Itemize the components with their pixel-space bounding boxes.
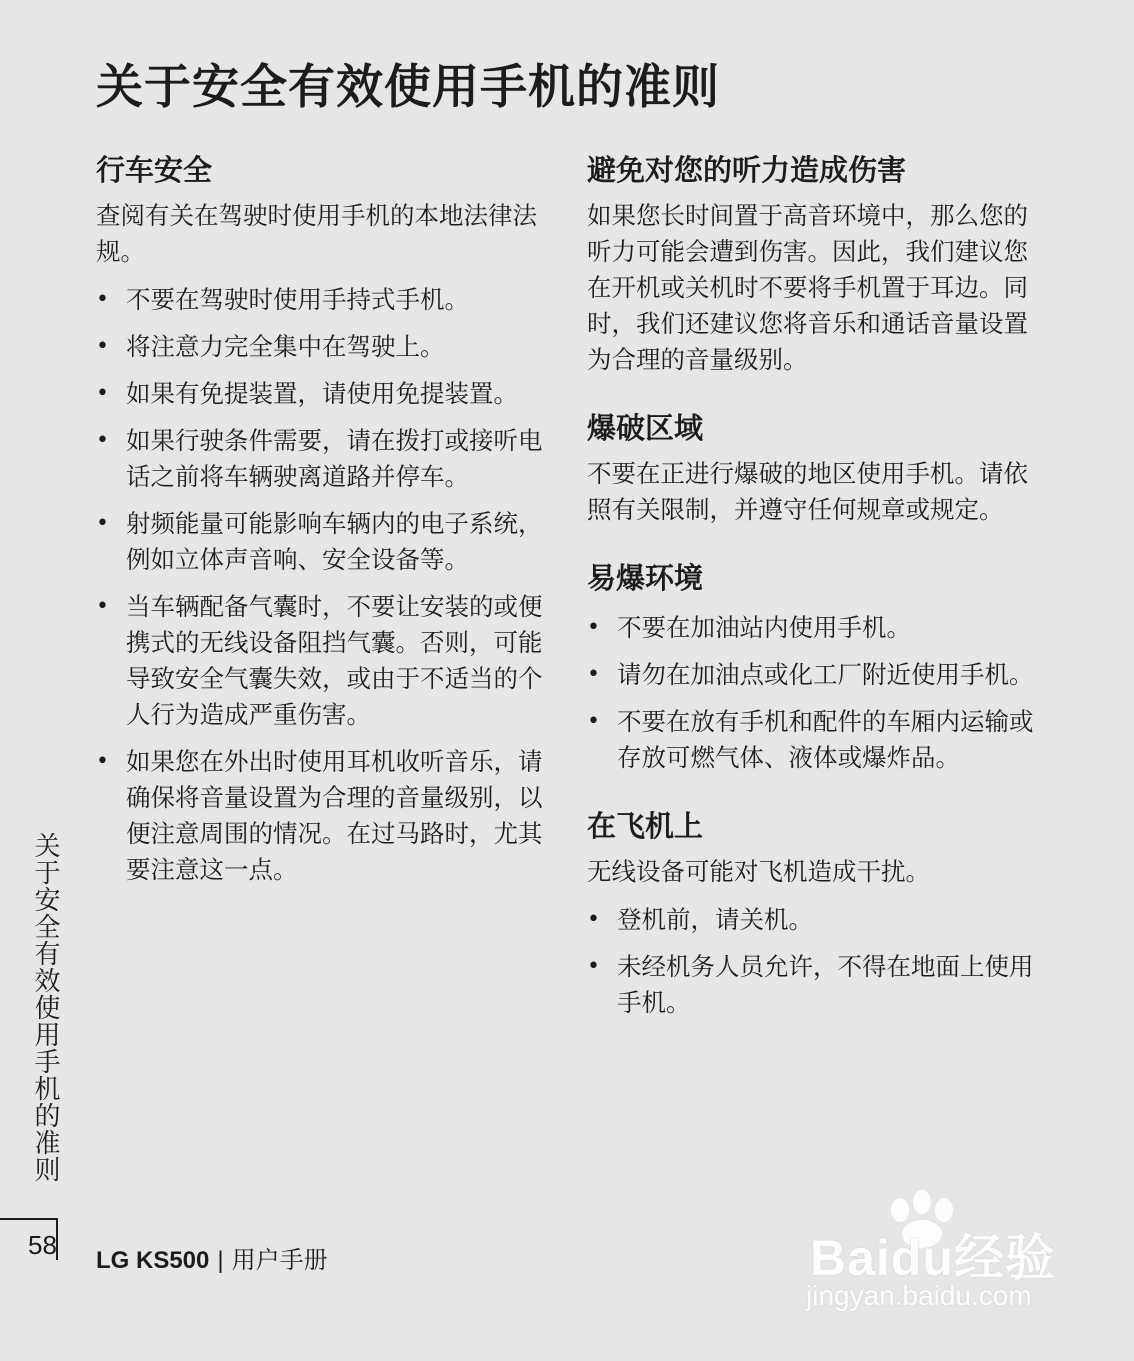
section-body-blasting: 不要在正进行爆破的地区使用手机。请依照有关限制，并遵守任何规章或规定。 <box>587 459 1028 524</box>
list-item: • 如果有免提装置，请使用免提装置。 <box>96 376 551 412</box>
bullet-list-explosive <box>587 610 1047 776</box>
list-item: • 将注意力完全集中在驾驶上。 <box>96 329 551 365</box>
page-title: 关于安全有效使用手机的准则 <box>96 60 720 115</box>
list-item: • 未经机务人员允许，不得在地面上使用手机。 <box>587 949 1047 1021</box>
bullet-list-driving <box>96 282 551 888</box>
section-aircraft <box>587 806 1047 1021</box>
section-body-hearing: 如果您长时间置于高音环境中，那么您的听力可能会遭到伤害。因此，我们建议您在开机或关机时不要将手机置于耳边。同时，我们还建议您将音乐和通话音量设置为合理的音量级别。 <box>587 201 1028 374</box>
footer <box>96 1240 328 1275</box>
section-title-explosive: 易爆环境 <box>587 561 704 595</box>
list-item: • 射频能量可能影响车辆内的电子系统，例如立体声音响、安全设备等。 <box>96 506 551 578</box>
list-item: • 不要在驾驶时使用手持式手机。 <box>96 282 551 318</box>
section-blasting <box>587 408 1047 528</box>
left-column <box>96 150 551 899</box>
list-item: • 登机前，请关机。 <box>587 902 1047 938</box>
rail-divider <box>0 1218 58 1220</box>
list-item: • 不要在放有手机和配件的车厢内运输或存放可燃气体、液体或爆炸品。 <box>587 704 1047 776</box>
bullet-list-aircraft <box>587 902 1047 1021</box>
side-rail-title: 关于安全有效使用手机的准则 <box>30 832 60 1183</box>
section-title-blasting: 爆破区域 <box>587 411 704 445</box>
list-item: • 不要在加油站内使用手机。 <box>587 610 1047 646</box>
section-title-hearing: 避免对您的听力造成伤害 <box>587 153 907 187</box>
section-hearing <box>587 150 1047 378</box>
list-item: • 当车辆配备气囊时，不要让安装的或便携式的无线设备阻挡气囊。否则，可能导致安全气囊失效，或由于不适当的个人行为造成严重伤害。 <box>96 589 551 733</box>
list-item: • 如果您在外出时使用耳机收听音乐，请确保将音量设置为合理的音量级别，以便注意周围的情况。在过马路时，尤其要注意这一点。 <box>96 744 551 888</box>
section-title-aircraft: 在飞机上 <box>587 809 704 843</box>
list-item: • 请勿在加油点或化工厂附近使用手机。 <box>587 657 1047 693</box>
right-column <box>587 150 1047 1051</box>
footer-manual: 用户手册 <box>231 1247 328 1274</box>
section-intro-aircraft: 无线设备可能对飞机造成干扰。 <box>587 857 930 886</box>
footer-separator: | <box>217 1247 224 1274</box>
footer-model: LG KS500 <box>96 1247 210 1274</box>
list-item: • 如果行驶条件需要，请在拨打或接听电话之前将车辆驶离道路并停车。 <box>96 423 551 495</box>
page-number: 58 <box>28 1230 57 1260</box>
section-intro-driving: 查阅有关在驾驶时使用手机的本地法律法规。 <box>96 201 537 266</box>
section-title-driving: 行车安全 <box>96 153 213 187</box>
watermark-logo: Baidu经验 <box>810 1230 1056 1286</box>
section-explosive <box>587 558 1047 776</box>
watermark-url: jingyan.baidu.com <box>806 1280 1032 1311</box>
watermark <box>800 1190 1070 1320</box>
section-driving <box>96 150 551 888</box>
